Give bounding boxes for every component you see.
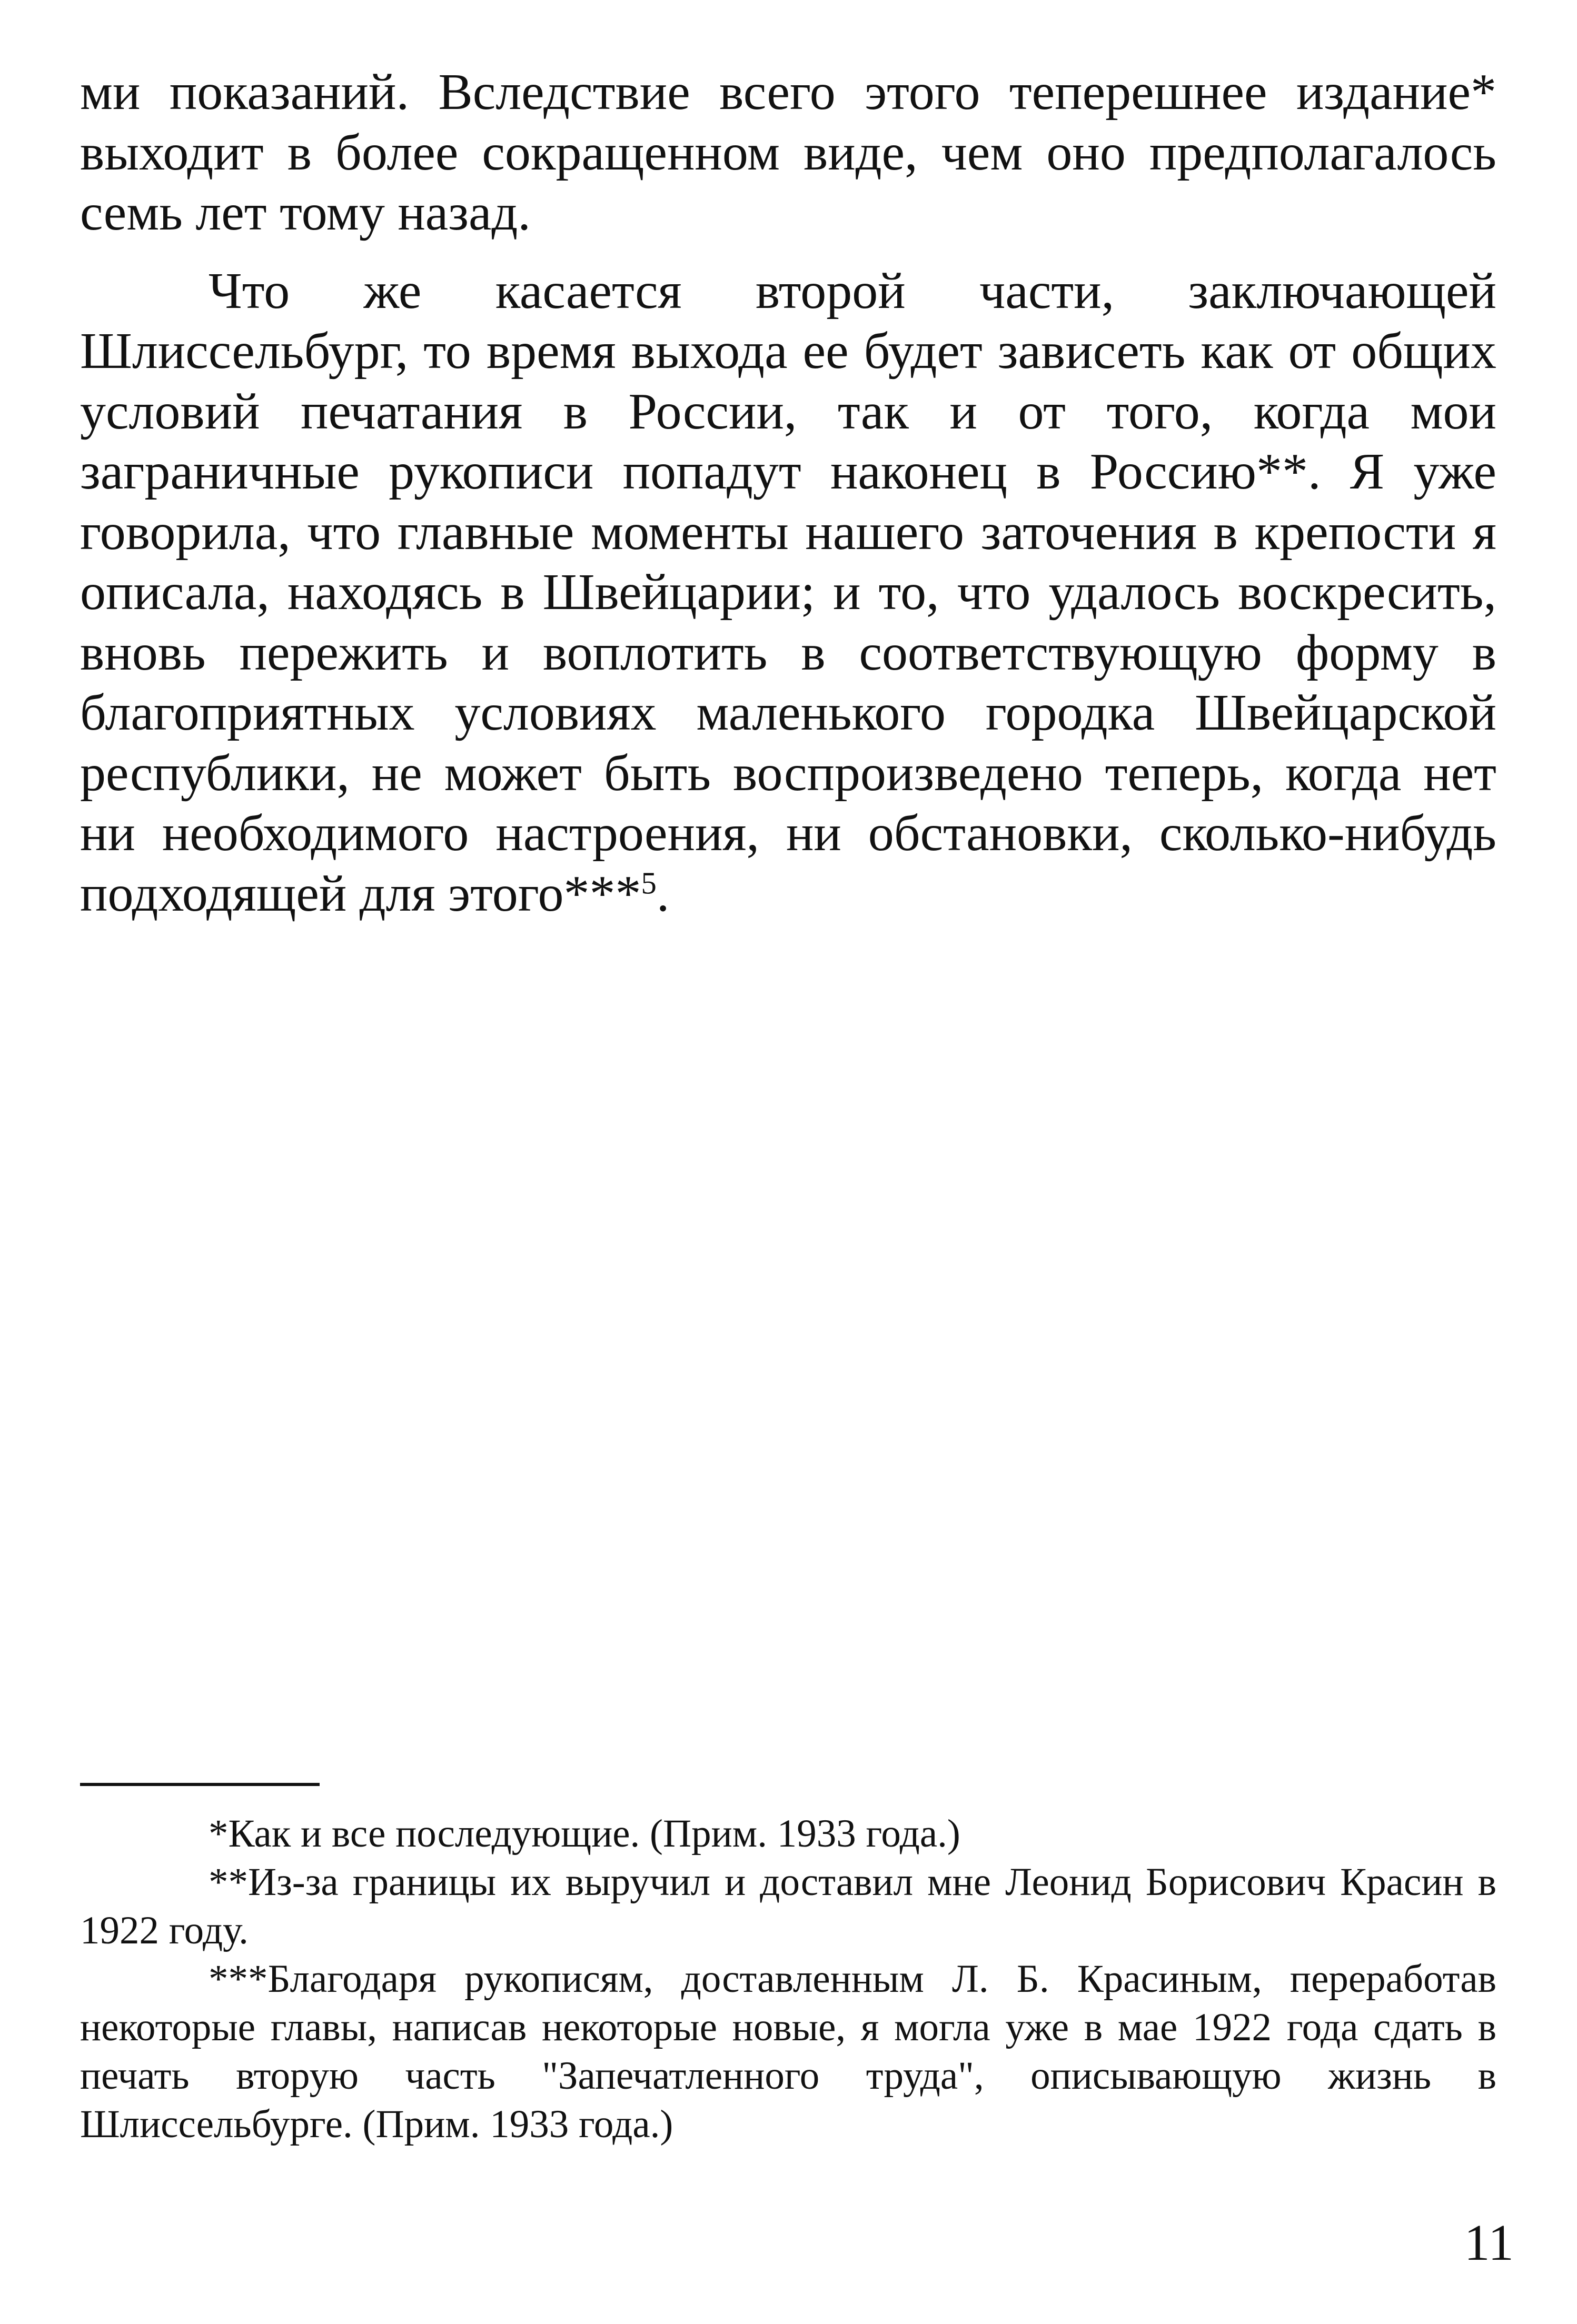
paragraph-1 [80, 62, 1496, 243]
footnote-3: ***Благодаря рукописям, доставленным Л. Б. Красиным, переработав некоторые главы, написав некоторые новые, я могла уже в мае 1922 года сдать в печать вторую часть "Запечатленного труда", описывающую жизнь в Шлиссельбурге. (Прим. 1933 года.) [80, 1957, 1496, 2146]
main-text [80, 62, 1496, 924]
paragraph-2-end: . [656, 865, 670, 922]
page-number: 11 [1464, 2215, 1514, 2271]
footnote-1: *Как и все последующие. (Прим. 1933 года.) [209, 1812, 960, 1856]
paragraph-2-text: Что же касается второй части, заключающей Шлиссельбург, то время выхода ее будет зависеть как от общих условий печатания в России, так и от того, когда мои заграничные рукописи попадут наконец в Россию**. Я уже говорила, что главные моменты нашего заточения в крепости я описала, находясь в Швейцарии; и то, что удалось воскресить, вновь пережить и воплотить в соответствующую форму в благоприятных условиях маленького городка Швейцарской республики, не может быть воспроизведено теперь, когда нет ни необходимого настроения, ни обстановки, сколько-нибудь подходящей для этого*** [80, 262, 1496, 922]
paragraph-1-text: ми показаний. Вследствие всего этого теперешнее издание* выходит в более сокращенном виде, чем оно предполагалось семь лет тому назад. [80, 64, 1496, 241]
footnote-2: **Из-за границы их выручил и доставил мне Леонид Борисович Красин в 1922 году. [80, 1860, 1496, 1952]
footnote-separator [80, 1783, 320, 1786]
paragraph-2 [80, 261, 1496, 924]
footnotes [80, 1810, 1496, 2149]
endnote-marker: 5 [641, 866, 657, 901]
